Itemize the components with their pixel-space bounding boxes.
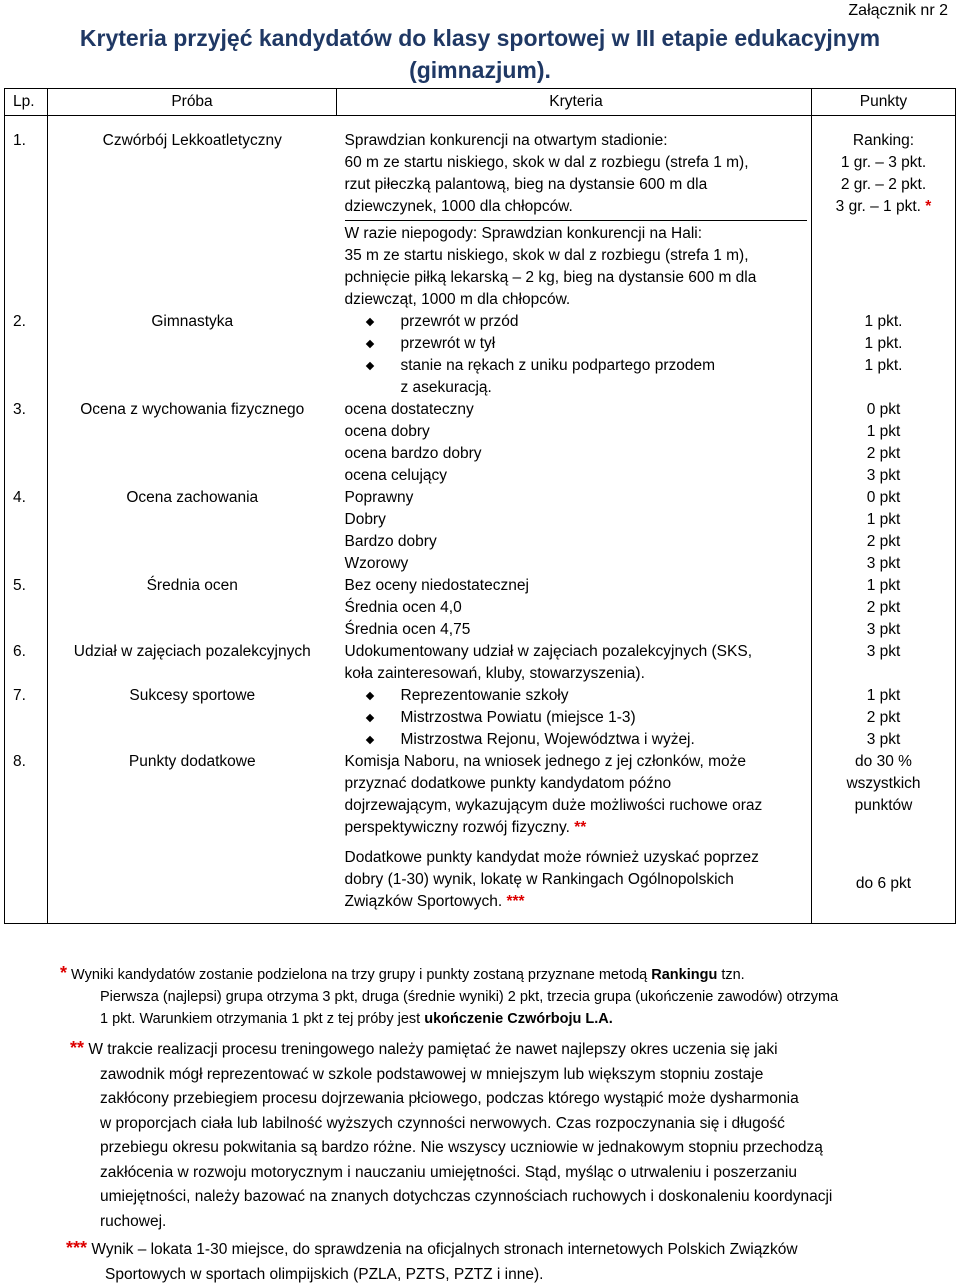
criteria-line: dobry (1-30) wynik, lokatę w Rankingach Ogólnopolskich — [345, 869, 808, 891]
criteria-line: Dodatkowe punkty kandydat może również uzyskać poprzez — [345, 847, 808, 869]
row-number: 2. — [5, 311, 48, 399]
footnote-line — [66, 1236, 950, 1263]
row-number: 8. — [5, 751, 48, 924]
footnote-line: zakłócenia w rozwoju motorycznym i nauczaniu umiejętności. Stąd, myśląc o utrwaleniu i poszerzaniu — [60, 1161, 950, 1186]
criteria-line: ocena dobry — [345, 421, 808, 443]
footnote-1 — [60, 962, 950, 1030]
points-line: punktów — [816, 795, 951, 817]
footnote-text: 1 pkt. Warunkiem otrzymania 1 pkt z tej próby jest — [100, 1011, 424, 1027]
title-line-1: Kryteria przyjęć kandydatów do klasy sportowej w III etapie edukacyjnym — [0, 22, 960, 54]
list-item-continuation: z asekuracją. — [337, 377, 808, 399]
criteria-text: perspektywiczny rozwój fizyczny. — [345, 819, 570, 836]
points-line: 2 gr. – 2 pkt. — [816, 174, 951, 196]
row-number: 3. — [5, 399, 48, 487]
list-item: Mistrzostwa Powiatu (miejsce 1-3) — [337, 707, 808, 729]
row-name: Sukcesy sportowe — [48, 685, 337, 751]
row-points — [812, 487, 956, 575]
criteria-table — [4, 88, 956, 924]
points-line: 3 pkt — [816, 641, 951, 663]
row-criteria — [337, 641, 812, 685]
points-line: 1 pkt. — [816, 333, 951, 355]
row-points — [812, 641, 956, 685]
criteria-line: Udokumentowany udział w zajęciach pozalekcyjnych (SKS, — [345, 641, 808, 663]
header-kryteria: Kryteria — [337, 89, 812, 116]
criteria-line: Wzorowy — [345, 553, 808, 575]
criteria-line: W razie niepogody: Sprawdzian konkurencji na Hali: — [345, 220, 808, 245]
criteria-line: ocena dostateczny — [345, 399, 808, 421]
criteria-line: 35 m ze startu niskiego, skok w dal z rozbiegu (strefa 1 m), — [345, 245, 808, 267]
table-row — [5, 685, 956, 751]
table-row — [5, 399, 956, 487]
criteria-line: pchnięcie piłką lekarską – 2 kg, bieg na dystansie 600 m dla — [345, 267, 808, 289]
points-line: 0 pkt — [816, 399, 951, 421]
criteria-line: Dobry — [345, 509, 808, 531]
criteria-line: ocena celujący — [345, 465, 808, 487]
points-line — [816, 196, 951, 218]
row-number: 4. — [5, 487, 48, 575]
row-number: 5. — [5, 575, 48, 641]
points-line: 1 pkt — [816, 421, 951, 443]
row-points — [812, 311, 956, 399]
criteria-line: ocena bardzo dobry — [345, 443, 808, 465]
list-item: przewrót w tył — [337, 333, 808, 355]
footnote-emphasis: ukończenie Czwórboju L.A. — [424, 1011, 613, 1027]
header-punkty: Punkty — [812, 89, 956, 116]
footnote-emphasis: Rankingu — [651, 967, 717, 983]
row-points — [812, 399, 956, 487]
footnote-mark: *** — [506, 893, 524, 910]
row-number: 1. — [5, 116, 48, 312]
criteria-line: Średnia ocen 4,75 — [345, 619, 808, 641]
footnote-mark: ** — [70, 1038, 84, 1058]
footnote-line: umiejętności, należy bazować na znanych dotychczas czynnościach ruchowych i doskonaleniu koordynacji — [60, 1185, 950, 1210]
row-name: Punkty dodatkowe — [48, 751, 337, 924]
list-item: przewrót w przód — [337, 311, 808, 333]
criteria-line: Sprawdzian konkurencji na otwartym stadionie: — [345, 130, 808, 152]
list-item: Mistrzostwa Rejonu, Województwa i wyżej. — [337, 729, 808, 751]
table-row — [5, 116, 956, 312]
points-line: 3 pkt — [816, 553, 951, 575]
points-line: 2 pkt — [816, 707, 951, 729]
table-row — [5, 641, 956, 685]
footnotes — [60, 962, 950, 1287]
table-header — [5, 89, 956, 116]
footnote-line: przebiegu okresu pokwitania są bardzo różne. Nie wszyscy uczniowie w jednakowym stopniu przechodzą — [60, 1136, 950, 1161]
points-line: do 30 % wszystkich — [816, 751, 951, 795]
points-line: 2 pkt — [816, 597, 951, 619]
list-item: Reprezentowanie szkoły — [337, 685, 808, 707]
row-points — [812, 751, 956, 924]
footnote-mark: * — [925, 198, 931, 215]
row-points — [812, 575, 956, 641]
table-row — [5, 311, 956, 399]
footnote-mark: *** — [66, 1238, 87, 1258]
criteria-line: przyznać dodatkowe punkty kandydatom późno — [345, 773, 808, 795]
points-line: 1 pkt — [816, 509, 951, 531]
criteria-line: rzut piłeczką palantową, bieg na dystansie 600 m dla — [345, 174, 808, 196]
points-line: 1 pkt — [816, 575, 951, 597]
criteria-line: koła zainteresowań, kluby, stowarzyszenia). — [345, 663, 808, 685]
footnote-line: Sportowych w sportach olimpijskich (PZLA, PZTS, PZTZ i inne). — [60, 1263, 950, 1287]
criteria-line: Średnia ocen 4,0 — [345, 597, 808, 619]
criteria-line: dziewczynek, 1000 dla chłopców. — [345, 196, 808, 218]
criteria-line: Bardzo dobry — [345, 531, 808, 553]
row-criteria — [337, 751, 812, 924]
footnote-mark: * — [60, 963, 67, 983]
row-number: 7. — [5, 685, 48, 751]
table-row — [5, 487, 956, 575]
criteria-line — [345, 817, 808, 839]
row-points — [812, 116, 956, 312]
footnote-line: zakłócony przebiegiem procesu dojrzewania płciowego, podczas którego wystąpić może dysharmonia — [60, 1087, 950, 1112]
points-line: Ranking: — [816, 130, 951, 152]
row-criteria — [337, 685, 812, 751]
footnote-line: w proporcjach ciała lub labilność wyższych czynności nerwowych. Czas rozpoczynania się i długość — [60, 1112, 950, 1137]
row-number: 6. — [5, 641, 48, 685]
row-name: Gimnastyka — [48, 311, 337, 399]
row-criteria — [337, 116, 812, 312]
criteria-line: 60 m ze startu niskiego, skok w dal z rozbiegu (strefa 1 m), — [345, 152, 808, 174]
page-title — [0, 22, 960, 86]
row-name: Ocena z wychowania fizycznego — [48, 399, 337, 487]
table-row — [5, 751, 956, 924]
points-value: 3 gr. – 1 pkt. — [836, 198, 921, 215]
footnote-line — [70, 1036, 950, 1063]
row-points — [812, 685, 956, 751]
points-line: 1 gr. – 3 pkt. — [816, 152, 951, 174]
footnote-line: zawodnik mógł reprezentować w szkole podstawowej w mniejszym lub większym stopniu zostaje — [60, 1063, 950, 1088]
criteria-line: Komisja Naboru, na wniosek jednego z jej członków, może — [345, 751, 808, 773]
footnote-line — [60, 962, 950, 986]
title-line-2: (gimnazjum). — [0, 54, 960, 86]
spacer — [816, 817, 951, 873]
row-name: Ocena zachowania — [48, 487, 337, 575]
points-line: 3 pkt — [816, 465, 951, 487]
footnote-text: W trakcie realizacji procesu treningowego należy pamiętać że nawet najlepszy okres uczenia się jaki — [88, 1041, 777, 1058]
points-line: 0 pkt — [816, 487, 951, 509]
row-name: Średnia ocen — [48, 575, 337, 641]
criteria-line: Bez oceny niedostatecznej — [345, 575, 808, 597]
annex-label: Załącznik nr 2 — [848, 2, 948, 20]
row-criteria — [337, 487, 812, 575]
criteria-line — [345, 891, 808, 913]
footnote-text: Wyniki kandydatów zostanie podzielona na trzy grupy i punkty zostaną przyznane metodą — [71, 967, 651, 983]
list-item: stanie na rękach z uniku podpartego przodem — [337, 355, 808, 377]
row-criteria — [337, 311, 812, 399]
table-row — [5, 575, 956, 641]
points-line: 3 pkt — [816, 729, 951, 751]
footnote-line: Pierwsza (najlepsi) grupa otrzyma 3 pkt, druga (średnie wyniki) 2 pkt, trzecia grupa (ukończenie zawodów) otrzyma — [60, 986, 950, 1008]
footnote-line — [60, 1008, 950, 1030]
footnote-3 — [60, 1236, 950, 1287]
points-line: 1 pkt — [816, 685, 951, 707]
footnote-text: Wynik – lokata 1-30 miejsce, do sprawdzenia na oficjalnych stronach internetowych Polskich Związków — [91, 1241, 797, 1258]
criteria-line: dziewcząt, 1000 m dla chłopców. — [345, 289, 808, 311]
footnote-line: ruchowej. — [60, 1210, 950, 1235]
points-line: 3 pkt — [816, 619, 951, 641]
criteria-line: Poprawny — [345, 487, 808, 509]
row-criteria — [337, 575, 812, 641]
footnote-mark: ** — [574, 819, 586, 836]
criteria-text: Związków Sportowych. — [345, 893, 503, 910]
footnote-text: tzn. — [717, 967, 744, 983]
row-name: Udział w zajęciach pozalekcyjnych — [48, 641, 337, 685]
header-lp: Lp. — [5, 89, 48, 116]
criteria-line: dojrzewającym, wykazującym duże możliwości ruchowe oraz — [345, 795, 808, 817]
row-name: Czwórbój Lekkoatletyczny — [48, 116, 337, 312]
footnote-2 — [60, 1036, 950, 1234]
bullet-list — [337, 685, 808, 751]
points-line: 2 pkt — [816, 443, 951, 465]
points-line: 2 pkt — [816, 531, 951, 553]
points-line: do 6 pkt — [816, 873, 951, 895]
points-line: 1 pkt. — [816, 311, 951, 333]
spacer — [345, 839, 808, 847]
header-proba: Próba — [48, 89, 337, 116]
bullet-list — [337, 311, 808, 399]
row-criteria — [337, 399, 812, 487]
points-line: 1 pkt. — [816, 355, 951, 377]
